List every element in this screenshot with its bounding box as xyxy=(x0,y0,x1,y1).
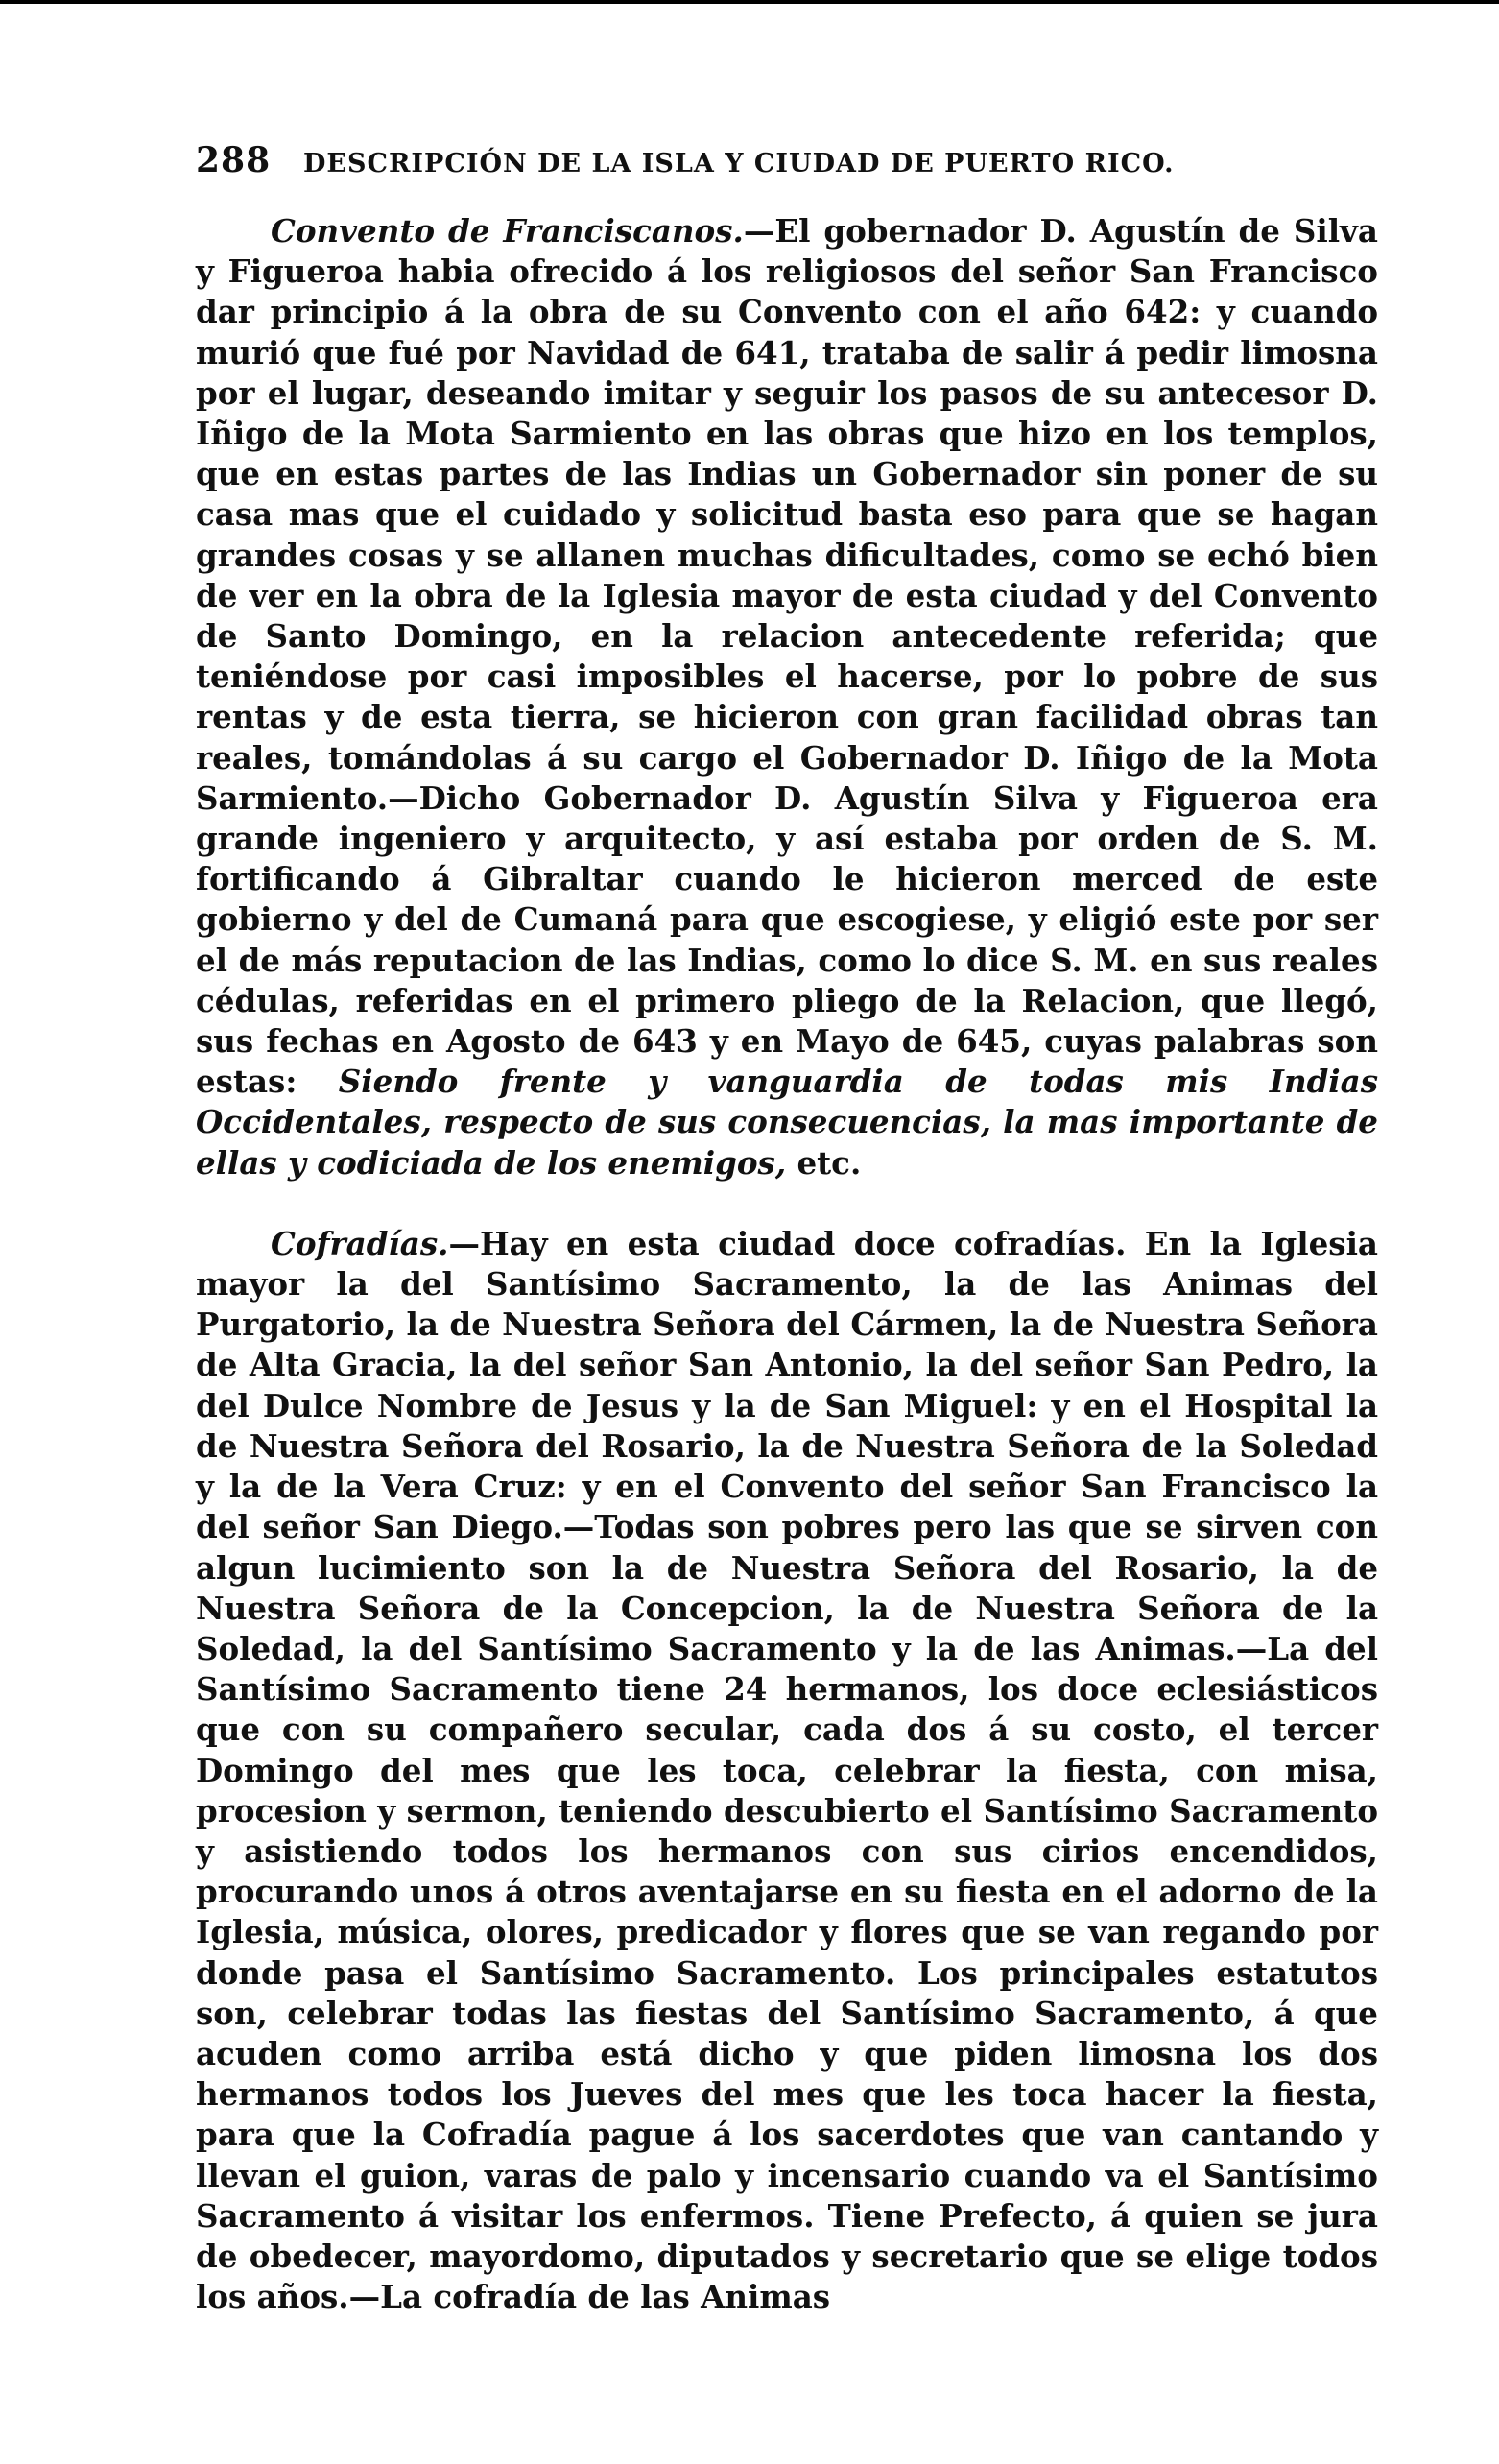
running-title: DESCRIPCIÓN DE LA ISLA Y CIUDAD DE PUERTO RICO. xyxy=(303,149,1175,179)
section-heading-cofradias: Cofradías. xyxy=(271,1224,449,1262)
section-heading-convento: Convento de Franciscanos. xyxy=(271,212,744,250)
royal-quote: Siendo frente y vanguardia de todas mis Indias Occidentales, respecto de sus consecuencias, la mas importante de ellas y codiciada de los enemigos, xyxy=(196,1063,1378,1182)
paragraph-text: —El gobernador D. Agustín de Silva y Figueroa habia ofrecido á los religiosos del señor San Francisco dar principio á la obra de su Convento con el año 642: y cuando murió que fué por Navidad de 641, trataba de salir á pedir limosna por el lugar, deseando imitar y seguir los pasos de su antecesor D. Iñigo de la Mota Sarmiento en las obras que hizo en los templos, que en estas partes de las Indias un Gobernador sin poner de su casa mas que el cuidado y solicitud basta eso para que se hagan grandes cosas y se allanen muchas dificultades, como se echó bien de ver en la obra de la Iglesia mayor de esta ciudad y del Convento de Santo Domingo, en la relacion antecedente referida; que teniéndose por casi imposibles el hacerse, por lo pobre de sus rentas y de esta tierra, se hicieron con gran facilidad obras tan reales, tomándolas á su cargo el Gobernador D. Iñigo de la Mota Sarmiento.—Dicho Gobernador D. Agustín Silva y Figueroa era grande ingeniero y arquitecto, y así estaba por orden de S. M. fortificando á Gibraltar cuando le hicieron merced de este gobierno y del de Cumaná para que escogiese, y eligió este por ser el de más reputacion de las Indias, como lo dice S. M. en sus reales cédulas, referidas en el primero pliego de la Relacion, que llegó, sus fechas en Agosto de 643 y en Mayo de 645, cuyas palabras son estas: xyxy=(196,212,1378,1101)
body-text xyxy=(196,211,1378,2317)
page-header xyxy=(196,140,1378,184)
paragraph-convento xyxy=(196,211,1378,1184)
paragraph-text-end: etc. xyxy=(786,1143,862,1182)
book-page xyxy=(196,140,1378,2425)
top-border-rule xyxy=(0,0,1499,4)
paragraph-cofradias xyxy=(196,1224,1378,2317)
paragraph-text: —Hay en esta ciudad doce cofradías. En la Iglesia mayor la del Santísimo Sacramento, la de las Animas del Purgatorio, la de Nuestra Señora del Cármen, la de Nuestra Señora de Alta Gracia, la del señor San Antonio, la del señor San Pedro, la del Dulce Nombre de Jesus y la de San Miguel: y en el Hospital la de Nuestra Señora del Rosario, la de Nuestra Señora de la Soledad y la de la Vera Cruz: y en el Convento del señor San Francisco la del señor San Diego.—Todas son pobres pero las que se sirven con algun lucimiento son la de Nuestra Señora del Rosario, la de Nuestra Señora de la Concepcion, la de Nuestra Señora de la Soledad, la del Santísimo Sacramento y la de las Animas.—La del Santísimo Sacramento tiene 24 hermanos, los doce eclesiásticos que con su compañero secular, cada dos á su costo, el tercer Domingo del mes que les toca, celebrar la fiesta, con misa, procesion y sermon, teniendo descubierto el Santísimo Sacramento y asistiendo todos los hermanos con sus cirios encendidos, procurando unos á otros aventajarse en su fiesta en el adorno de la Iglesia, música, olores, predicador y flores que se van regando por donde pasa el Santísimo Sacramento. Los principales estatutos son, celebrar todas las fiestas del Santísimo Sacramento, á que acuden como arriba está dicho y que piden limosna los dos hermanos todos los Jueves del mes que les toca hacer la fiesta, para que la Cofradía pague á los sacerdotes que van cantando y llevan el guion, varas de palo y incensario cuando va el Santísimo Sacramento á visitar los enfermos. Tiene Prefecto, á quien se jura de obedecer, mayordomo, diputados y secretario que se elige todos los años.—La cofradía de las Animas xyxy=(196,1224,1378,2316)
page-number: 288 xyxy=(196,140,272,180)
